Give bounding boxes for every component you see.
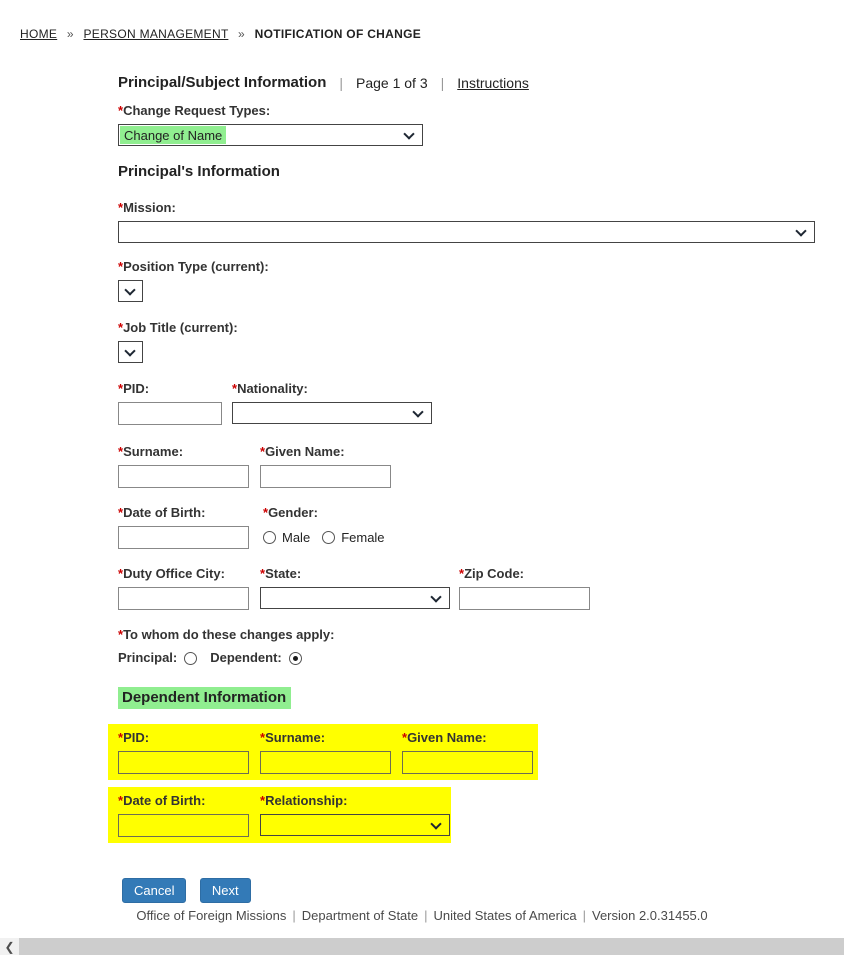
required-marker: *	[118, 320, 124, 335]
zip-code-label: *Zip Code:	[459, 566, 524, 581]
nationality-label: *Nationality:	[232, 381, 308, 396]
page-indicator: Page 1 of 3	[356, 74, 428, 91]
required-marker: *	[260, 730, 266, 745]
required-marker: *	[263, 505, 269, 520]
dependent-surname-input[interactable]	[260, 751, 391, 774]
mission-label: *Mission:	[118, 200, 176, 215]
surname-label: *Surname:	[118, 444, 184, 459]
zip-code-field	[459, 567, 590, 610]
horizontal-scrollbar	[0, 938, 844, 955]
change-request-types-label: *Change Request Types:	[118, 103, 271, 118]
gender-label: *Gender:	[263, 505, 318, 520]
chevron-down-icon	[124, 284, 135, 295]
change-request-types-field	[118, 104, 818, 146]
apply-to-radio-group	[118, 651, 818, 665]
apply-principal-radio[interactable]	[184, 652, 197, 665]
surname-input[interactable]	[118, 465, 249, 488]
scrollbar-thumb[interactable]	[19, 938, 844, 955]
dependent-identity-block	[108, 724, 538, 780]
mission-field	[118, 201, 818, 243]
chevron-down-icon	[795, 225, 806, 236]
chevron-left-icon: ❮	[4, 939, 15, 954]
required-marker: *	[459, 566, 465, 581]
chevron-down-icon	[403, 128, 414, 139]
pid-input[interactable]	[118, 402, 222, 425]
footer-department: Department of State	[301, 908, 419, 923]
change-request-types-select[interactable]	[118, 124, 423, 146]
dependent-dob-input[interactable]	[118, 814, 249, 837]
duty-office-city-field	[118, 567, 249, 610]
dependent-dob-relationship-block	[108, 787, 451, 843]
dob-input[interactable]	[118, 526, 249, 549]
breadcrumb	[20, 27, 421, 41]
chevron-down-icon	[124, 345, 135, 356]
footer-country: United States of America	[433, 908, 577, 923]
required-marker: *	[118, 259, 124, 274]
form-actions	[122, 878, 818, 903]
dependent-pid-label: *PID:	[118, 730, 150, 745]
required-marker: *	[118, 444, 124, 459]
dependent-surname-label: *Surname:	[260, 730, 326, 745]
breadcrumb-person-management-link[interactable]: PERSON MANAGEMENT	[83, 27, 229, 41]
state-field	[260, 567, 450, 610]
dependent-dob-field	[118, 794, 249, 837]
required-marker: *	[232, 381, 238, 396]
position-type-field	[118, 260, 818, 302]
dob-field	[118, 506, 249, 549]
footer-version: Version 2.0.31455.0	[591, 908, 708, 923]
pid-nationality-row	[118, 382, 818, 425]
job-title-field	[118, 321, 818, 363]
footer-separator: |	[424, 908, 428, 923]
dob-gender-row	[118, 506, 818, 549]
page-footer	[0, 908, 844, 923]
cancel-button[interactable]: Cancel	[122, 878, 186, 903]
footer-office: Office of Foreign Missions	[136, 908, 287, 923]
nationality-select[interactable]	[232, 402, 432, 424]
apply-principal-label: Principal:	[118, 650, 178, 665]
dependent-pid-field	[118, 731, 249, 774]
required-marker: *	[118, 627, 124, 642]
footer-separator: |	[582, 908, 586, 923]
required-marker: *	[118, 730, 124, 745]
state-select[interactable]	[260, 587, 450, 609]
dependent-relationship-select[interactable]	[260, 814, 450, 836]
required-marker: *	[118, 505, 124, 520]
chevron-down-icon	[430, 591, 441, 602]
zip-code-input[interactable]	[459, 587, 590, 610]
change-request-selected-value: Change of Name	[120, 126, 226, 144]
female-radio-label[interactable]: Female	[341, 530, 385, 545]
male-radio[interactable]	[263, 531, 276, 544]
breadcrumb-separator: »	[238, 27, 245, 41]
dependent-surname-field	[260, 731, 391, 774]
duty-state-zip-row	[118, 567, 818, 610]
form-content	[118, 74, 818, 903]
chevron-down-icon	[430, 818, 441, 829]
dependent-information-heading-text: Dependent Information	[118, 687, 291, 709]
required-marker: *	[118, 200, 124, 215]
required-marker: *	[118, 381, 124, 396]
page-header	[118, 74, 818, 91]
female-radio[interactable]	[322, 531, 335, 544]
gender-field	[263, 506, 397, 549]
apply-to-label: *To whom do these changes apply:	[118, 627, 335, 642]
position-type-label: *Position Type (current):	[118, 259, 269, 274]
scroll-left-button[interactable]	[0, 938, 19, 955]
header-separator: |	[440, 74, 445, 91]
required-marker: *	[260, 566, 266, 581]
required-marker: *	[402, 730, 408, 745]
next-button[interactable]: Next	[200, 878, 251, 903]
page-title: Principal/Subject Information	[118, 74, 327, 91]
dependent-relationship-label: *Relationship:	[260, 793, 348, 808]
required-marker: *	[260, 793, 266, 808]
duty-office-city-label: *Duty Office City:	[118, 566, 225, 581]
required-marker: *	[260, 444, 266, 459]
required-marker: *	[118, 103, 124, 118]
mission-select[interactable]	[118, 221, 815, 243]
dependent-given-name-input[interactable]	[402, 751, 533, 774]
dependent-dob-relationship-row	[118, 794, 451, 837]
chevron-down-icon	[412, 406, 423, 417]
given-name-field	[260, 445, 391, 488]
dependent-dob-label: *Date of Birth:	[118, 793, 206, 808]
job-title-label: *Job Title (current):	[118, 320, 238, 335]
pid-field	[118, 382, 222, 425]
position-type-select[interactable]	[118, 280, 143, 302]
instructions-link[interactable]: Instructions	[457, 74, 529, 91]
dependent-relationship-field	[260, 794, 450, 837]
principal-information-heading: Principal's Information	[118, 163, 280, 180]
given-name-label: *Given Name:	[260, 444, 345, 459]
state-label: *State:	[260, 566, 302, 581]
apply-dependent-radio[interactable]	[289, 652, 302, 665]
nationality-field	[232, 382, 432, 425]
pid-label: *PID:	[118, 381, 150, 396]
dependent-information-heading	[118, 687, 818, 709]
dependent-identity-row	[118, 731, 538, 774]
gender-radio-group	[263, 530, 397, 545]
name-row	[118, 445, 818, 488]
footer-separator: |	[292, 908, 296, 923]
dependent-given-name-field	[402, 731, 533, 774]
dependent-given-name-label: *Given Name:	[402, 730, 487, 745]
breadcrumb-separator: »	[66, 27, 74, 41]
male-radio-label[interactable]: Male	[282, 530, 311, 545]
dependent-pid-input[interactable]	[118, 751, 249, 774]
surname-field	[118, 445, 249, 488]
duty-office-city-input[interactable]	[118, 587, 249, 610]
breadcrumb-current-page: NOTIFICATION OF CHANGE	[254, 27, 422, 41]
required-marker: *	[118, 566, 124, 581]
job-title-select[interactable]	[118, 341, 143, 363]
required-marker: *	[118, 793, 124, 808]
dob-label: *Date of Birth:	[118, 505, 206, 520]
given-name-input[interactable]	[260, 465, 391, 488]
header-separator: |	[339, 74, 343, 91]
breadcrumb-home-link[interactable]: HOME	[20, 27, 58, 41]
apply-dependent-label: Dependent:	[210, 650, 282, 665]
